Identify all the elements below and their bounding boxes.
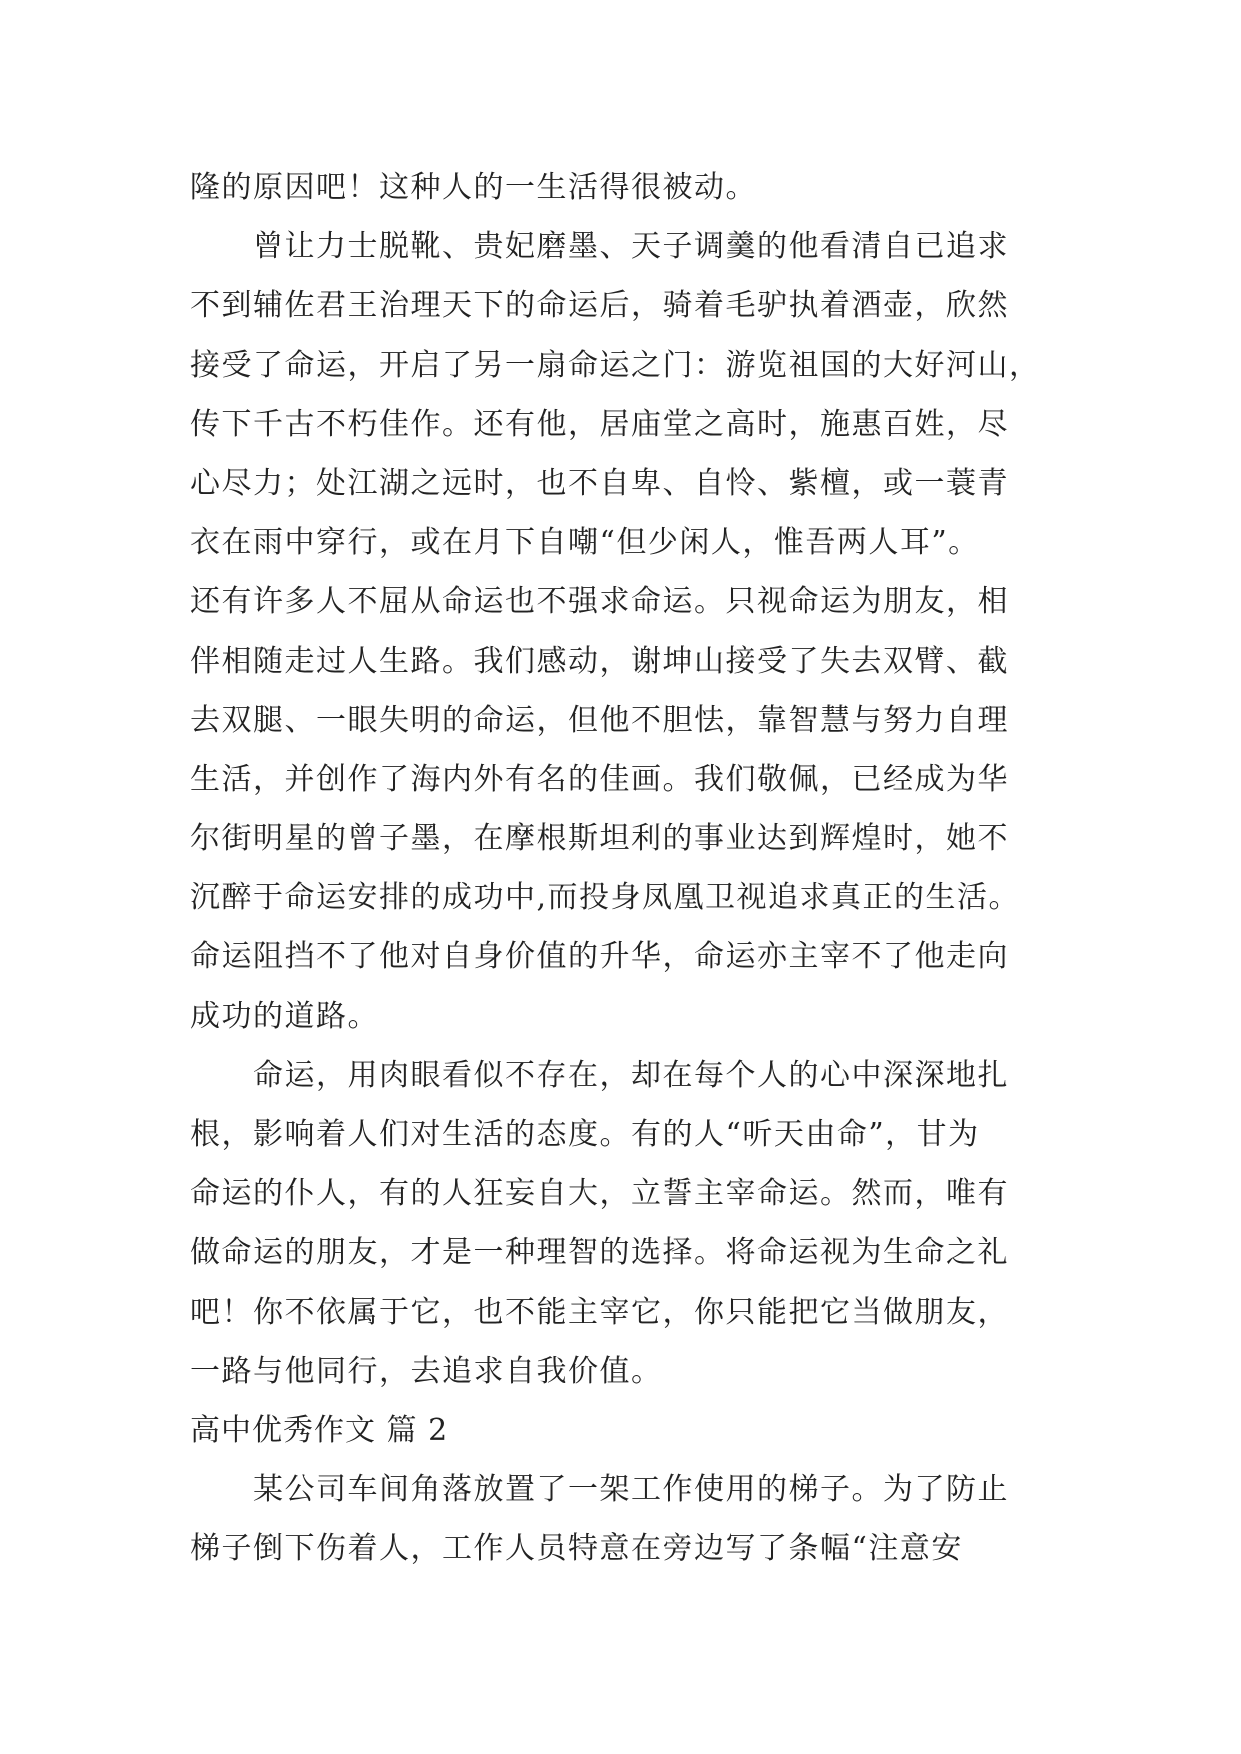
- text-line: 一路与他同行，去追求自我价值。: [190, 1353, 663, 1389]
- text-line: 做命运的朋友，才是一种理智的选择。将命运视为生命之礼: [190, 1235, 1009, 1271]
- text-line: 衣在雨中穿行，或在月下自嘲“但少闲人，惟吾两人耳”。: [190, 525, 980, 561]
- text-line: 根，影响着人们对生活的态度。有的人“听天由命”，甘为: [190, 1117, 980, 1152]
- text-line: 命运的仆人，有的人狂妄自大，立誓主宰命运。然而，唯有: [190, 1176, 1009, 1212]
- text-line: 心尽力；处江湖之远时，也不自卑、自怜、紫檀，或一蓑青: [190, 465, 1009, 501]
- text-line: 成功的道路。: [190, 998, 379, 1034]
- text-line: 命运阻挡不了他对自身价值的升华，命运亦主宰不了他走向: [190, 939, 1009, 975]
- text-line: 吧！你不依属于它，也不能主宰它，你只能把它当做朋友，: [190, 1294, 1009, 1330]
- text-line: 沉醉于命运安排的成功中,而投身凤凰卫视追求真正的生活。: [190, 880, 1021, 916]
- essay-text: [190, 158, 1070, 1579]
- paragraph-start-line: 命运，用肉眼看似不存在，却在每个人的心中深深地扎: [190, 1057, 1009, 1093]
- text-line: 伴相随走过人生路。我们感动，谢坤山接受了失去双臂、截: [190, 643, 1009, 679]
- paragraph-start-line: 某公司车间角落放置了一架工作使用的梯子。为了防止: [190, 1472, 1009, 1508]
- text-line: 不到辅佐君王治理天下的命运后，骑着毛驴执着酒壶，欣然: [190, 288, 1009, 324]
- section-heading: 高中优秀作文 篇 2: [190, 1412, 449, 1448]
- text-line: 尔街明星的曾子墨，在摩根斯坦利的事业达到辉煌时，她不: [190, 821, 1009, 857]
- text-line: 去双腿、一眼失明的命运，但他不胆怯，靠智慧与努力自理: [190, 702, 1009, 738]
- text-line: 梯子倒下伤着人，工作人员特意在旁边写了条幅“注意安: [190, 1531, 963, 1567]
- paragraph-start-line: 曾让力士脱靴、贵妃磨墨、天子调羹的他看清自已追求: [190, 229, 1009, 265]
- text-line: 传下千古不朽佳作。还有他，居庙堂之高时，施惠百姓，尽: [190, 406, 1009, 442]
- text-line: 生活，并创作了海内外有名的佳画。我们敬佩，已经成为华: [190, 761, 1009, 797]
- text-line: 还有许多人不屈从命运也不强求命运。只视命运为朋友，相: [190, 584, 1009, 620]
- text-line: 隆的原因吧！这种人的一生活得很被动。: [190, 170, 757, 205]
- text-line: 接受了命运，开启了另一扇命运之门：游览祖国的大好河山，: [190, 347, 1041, 383]
